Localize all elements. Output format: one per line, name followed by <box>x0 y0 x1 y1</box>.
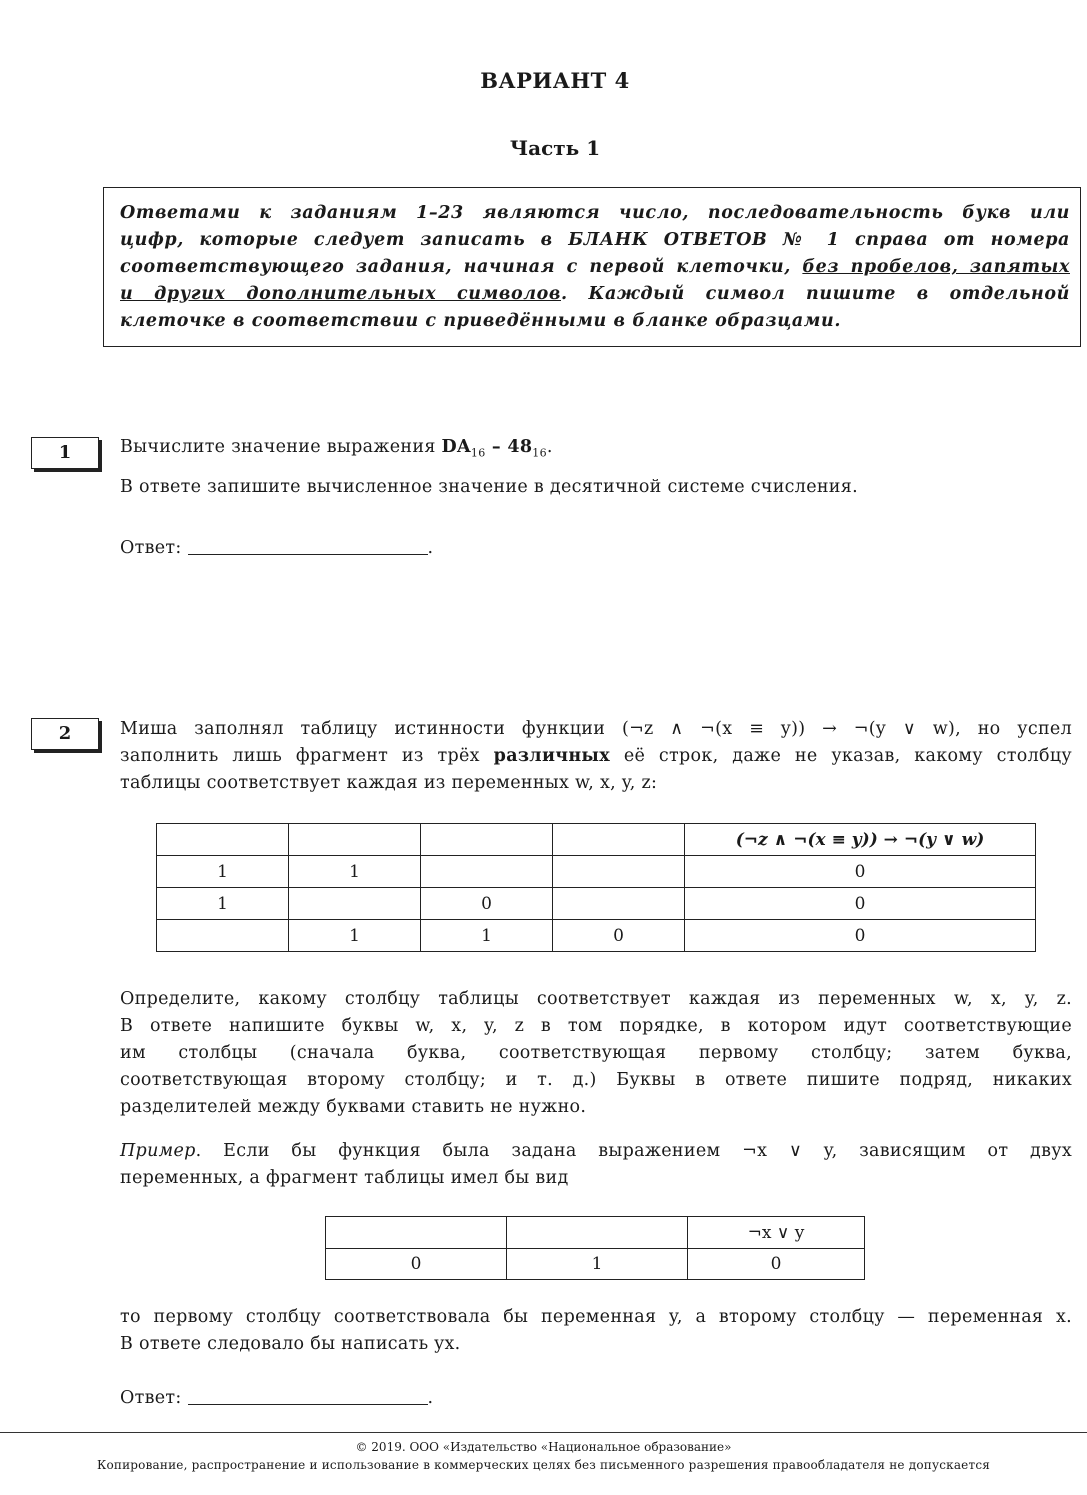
table-cell: 0 <box>685 888 1036 920</box>
task2-conclusion: то первому столбцу соответствовала бы переменная y, а второму столбцу — переменная x. В ответе следовало бы написать yx. <box>120 1307 1072 1354</box>
table-cell <box>553 856 685 888</box>
table-row <box>157 856 1036 888</box>
table-cell: 1 <box>289 856 421 888</box>
task1-instruction: В ответе запишите вычисленное значение в десятичной системе счисления. <box>120 477 858 497</box>
header-cell <box>289 824 421 856</box>
table-cell: 1 <box>507 1249 688 1280</box>
table-cell <box>157 920 289 952</box>
table-cell: 0 <box>326 1249 507 1280</box>
task2-answer: Ответ: . <box>120 1388 434 1408</box>
instr-line: соответствующего задания, начиная с первой клеточки, без пробелов, запятых <box>120 257 1070 277</box>
table-cell: 0 <box>685 920 1036 952</box>
task2-directions: Определите, какому столбцу таблицы соответствует каждая из переменных w, x, y, z. В ответе напишите буквы w, x, y, z в том порядке, в котором идут соответствующие им столбцы (сначала буква, соответствующая первому столбцу; затем буква, соответствующая второму столбцу; и т. д.) Буквы в ответе пишите подряд, никаких разделителей между буквами ставить не нужно. <box>120 989 1072 1117</box>
variant-title: ВАРИАНТ 4 <box>480 68 630 93</box>
truth-table <box>156 823 1036 952</box>
footer-notice: Копирование, распространение и использование в коммерческих целях без письменного разрешения правообладателя не допускается <box>96 1458 991 1472</box>
header-cell-function: ¬x ∨ y <box>688 1217 865 1249</box>
table-cell: 1 <box>289 920 421 952</box>
instructions-box <box>103 187 1081 347</box>
table-cell: 0 <box>688 1249 865 1280</box>
table-cell: 1 <box>421 920 553 952</box>
header-cell <box>507 1217 688 1249</box>
instr-line: и других дополнительных символов. Каждый символ пишите в отдельной <box>120 284 1070 304</box>
task2-answer-field[interactable] <box>188 1386 428 1405</box>
part-title: Часть 1 <box>509 136 601 160</box>
footer-divider <box>0 1432 1087 1433</box>
footer-copyright: © 2019. ООО «Издательство «Национальное образование» <box>355 1440 732 1454</box>
table-row <box>157 920 1036 952</box>
table-cell <box>421 856 553 888</box>
example-table <box>325 1216 865 1280</box>
table-cell: 0 <box>685 856 1036 888</box>
table-row <box>326 1249 865 1280</box>
task1-answer-field[interactable] <box>188 536 428 555</box>
task-number-2: 2 <box>31 718 99 750</box>
task1-answer: Ответ: . <box>120 538 434 558</box>
table-cell: 1 <box>157 888 289 920</box>
header-cell-function: (¬z ∧ ¬(x ≡ y)) → ¬(y ∨ w) <box>685 824 1036 856</box>
table-header-row <box>157 824 1036 856</box>
table-cell: 0 <box>553 920 685 952</box>
task-number-1: 1 <box>31 437 99 469</box>
table-cell <box>553 888 685 920</box>
table-cell: 1 <box>157 856 289 888</box>
instr-line: клеточке в соответствии с приведёнными в бланке образцами. <box>120 311 842 331</box>
header-cell <box>326 1217 507 1249</box>
instr-line: Ответами к заданиям 1–23 являются число, последовательность букв или <box>120 203 1070 223</box>
table-cell <box>289 888 421 920</box>
header-cell <box>553 824 685 856</box>
instr-line: цифр, которые следует записать в БЛАНК ОТВЕТОВ № 1 справа от номера <box>120 230 1070 250</box>
task2-example: Пример. Если бы функция была задана выражением ¬x ∨ y, зависящим от двух переменных, а фрагмент таблицы имел бы вид <box>120 1141 1072 1188</box>
task2-statement: Миша заполнял таблицу истинности функции (¬z ∧ ¬(x ≡ y)) → ¬(y ∨ w), но успел заполнить лишь фрагмент из трёх различных её строк, даже не указав, какому столбцу таблицы соответствует каждая из переменных w, x, y, z: <box>120 719 1072 793</box>
header-cell <box>421 824 553 856</box>
header-cell <box>157 824 289 856</box>
table-cell: 0 <box>421 888 553 920</box>
table-header-row <box>326 1217 865 1249</box>
table-row <box>157 888 1036 920</box>
task1-question: Вычислите значение выражения $DA_{16} - 48_{16}$. <box>120 437 553 460</box>
